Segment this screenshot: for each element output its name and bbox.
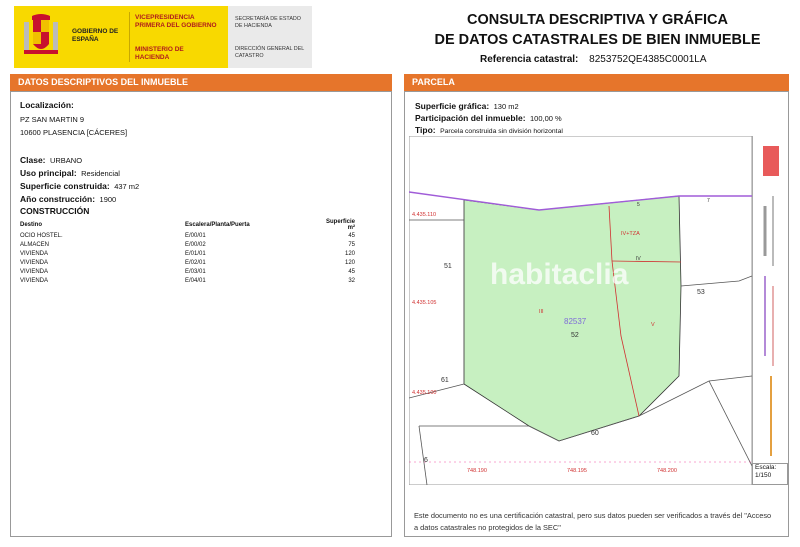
localizacion-label: Localización: — [20, 100, 74, 110]
part-label: Participación del inmueble: — [415, 113, 526, 123]
cell: E/01/01 — [185, 250, 206, 257]
disclaimer-note: Este documento no es una certificación catastral, pero sus datos pueden ser verificados a través del "Acceso a datos catastrales no protegidos de la SEC" — [414, 511, 772, 532]
y-coord-label: 4.435.100 — [412, 390, 437, 396]
parcel-number: 61 — [441, 377, 449, 384]
superficie-label: Superficie construida: — [20, 181, 110, 191]
parcel-number: 53 — [697, 289, 705, 296]
parcel-number: 52 — [571, 332, 579, 339]
y-coord-label: 4.435.110 — [412, 212, 437, 218]
anio-value: 1900 — [99, 195, 117, 204]
parcel-number: 60 — [591, 430, 599, 437]
parcel-number: 51 — [444, 263, 452, 270]
map-legend-strip — [752, 136, 788, 463]
table-row — [20, 276, 380, 285]
clase-value: URBANO — [49, 156, 83, 165]
cell: E/02/01 — [185, 259, 206, 266]
cell: VIVIENDA — [20, 277, 49, 284]
referencia-catastral — [480, 54, 707, 65]
scale-box — [752, 463, 788, 485]
cell: OCIO HOSTEL. — [20, 232, 63, 239]
ref-label: Referencia catastral: — [480, 54, 579, 65]
tipo-value: Parcela construida sin división horizontal — [440, 128, 563, 135]
x-coord-label: 748.190 — [467, 468, 487, 474]
col-destino: Destino — [20, 222, 43, 228]
cell: 45 — [348, 232, 355, 239]
table-row — [20, 249, 380, 258]
col-superficie: Superficie m² — [325, 219, 355, 231]
cell: VIVIENDA — [20, 259, 49, 266]
table-row — [20, 231, 380, 240]
cadastral-map — [409, 136, 752, 485]
tipo-label: Tipo: — [415, 125, 436, 135]
cell: VIVIENDA — [20, 268, 49, 275]
supg-value: 130 m2 — [493, 102, 519, 111]
construccion-table — [20, 219, 380, 285]
x-coord-label: 748.200 — [657, 468, 677, 474]
floors-label: IV+TZA — [621, 231, 640, 237]
cell: 120 — [344, 250, 355, 257]
parcel-number: 6 — [424, 457, 428, 464]
address-line-2: 10600 PLASENCIA [CÁCERES] — [20, 128, 128, 137]
col-escalera: Escalera/Planta/Puerta — [185, 222, 250, 228]
clase-label: Clase: — [20, 155, 46, 165]
grey-band — [228, 6, 312, 68]
secretaria-label: SECRETARÍA DE ESTADO DE HACIENDA — [235, 16, 301, 29]
title-line-1: CONSULTA DESCRIPTIVA Y GRÁFICA — [466, 12, 728, 28]
anio-row — [20, 189, 116, 207]
gobierno-label: GOBIERNO DE ESPAÑA — [72, 28, 119, 43]
legend-graphics — [753, 136, 789, 463]
cell: E/03/01 — [185, 268, 206, 275]
ref-value: 8253752QE4385C0001LA — [589, 54, 707, 65]
watermark: habitaclia — [490, 258, 629, 291]
yellow-band — [14, 6, 228, 68]
table-header-row — [20, 219, 380, 231]
cell: 32 — [348, 277, 355, 284]
table-row — [20, 240, 380, 249]
spain-coat-of-arms-icon — [22, 14, 60, 60]
cell: 75 — [348, 241, 355, 248]
page-title — [410, 10, 785, 50]
part-value: 100,00 % — [529, 114, 562, 123]
right-section-bar: PARCELA — [404, 74, 789, 91]
superficie-value: 437 m2 — [114, 182, 140, 191]
floors-label: IV — [636, 256, 641, 262]
floors-label: III — [539, 309, 544, 315]
cell: 120 — [344, 259, 355, 266]
x-coord-label: 748.195 — [567, 468, 587, 474]
supg-label: Superficie gráfica: — [415, 101, 490, 111]
uso-value: Residencial — [81, 169, 120, 178]
cell: E/00/01 — [185, 232, 206, 239]
table-row — [20, 267, 380, 276]
cell: VIVIENDA — [20, 250, 49, 257]
ministerio-label: MINISTERIO DE HACIENDA — [135, 46, 184, 61]
direccion-label: DIRECCIÓN GENERAL DEL CATASTRO — [235, 46, 305, 59]
cell: ALMACEN — [20, 241, 50, 248]
road-label: 5 — [637, 202, 640, 208]
floors-label: V — [651, 322, 655, 328]
road-label: 7 — [707, 198, 710, 204]
table-row — [20, 258, 380, 267]
escala-label: Escala: — [755, 464, 777, 471]
anio-label: Año construcción: — [20, 194, 96, 204]
construccion-title: CONSTRUCCIÓN — [20, 206, 90, 216]
escala-value: 1/150 — [755, 471, 772, 479]
cell: E/04/01 — [185, 277, 206, 284]
title-line-2: DE DATOS CATASTRALES DE BIEN INMUEBLE — [434, 32, 761, 48]
parcel-id-label: 82537 — [564, 317, 587, 326]
cell: E/00/02 — [185, 241, 206, 248]
cell: 45 — [348, 268, 355, 275]
vicepresidencia-label: VICEPRESIDENCIA PRIMERA DEL GOBIERNO — [135, 14, 217, 29]
address-line-1: PZ SAN MARTIN 9 — [20, 115, 85, 124]
y-coord-label: 4.435.105 — [412, 300, 437, 306]
logo-divider — [129, 12, 130, 62]
uso-label: Uso principal: — [20, 168, 77, 178]
government-logo-block — [14, 6, 312, 68]
left-section-bar: DATOS DESCRIPTIVOS DEL INMUEBLE — [10, 74, 392, 91]
